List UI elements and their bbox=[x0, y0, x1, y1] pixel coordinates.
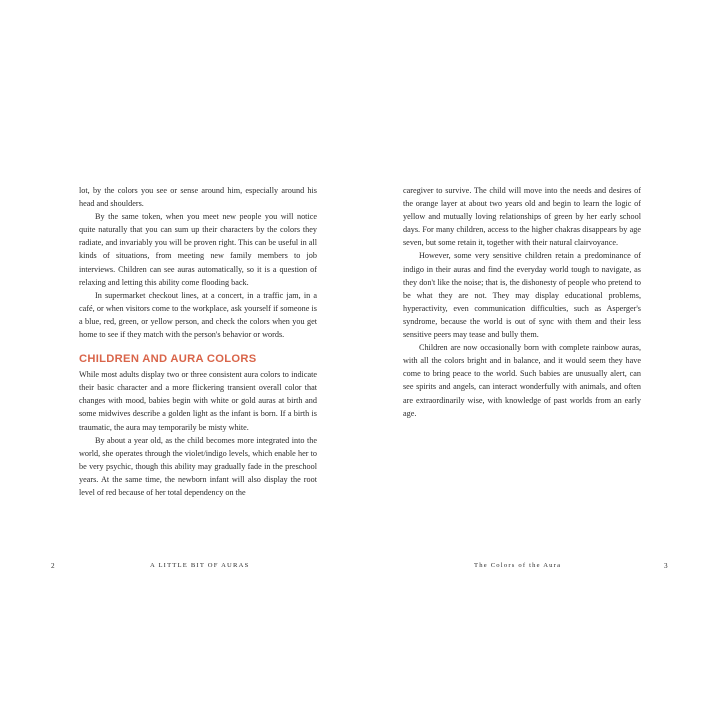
section-heading: CHILDREN AND AURA COLORS bbox=[79, 353, 257, 366]
paragraph: While most adults display two or three consistent aura colors to indicate their basic character and a more flickering transient overall color that changes with mood, babies begin with white or gold auras at birth and some midwives describe a golden light as the infant is born. If a birth is traumatic, the aura may temporarily be misty white. bbox=[79, 370, 317, 432]
page-number-right: 3 bbox=[664, 562, 668, 570]
paragraph: caregiver to survive. The child will move into the needs and desires of the orange layer at about two years old and begin to learn the logic of yellow and mutually loving relationships of green by her early school days. For many children, access to the higher chakras disappears by age seven, but some retain it, together with their natural clairvoyance. bbox=[403, 186, 641, 248]
right-page bbox=[403, 184, 641, 420]
left-page bbox=[79, 184, 317, 499]
paragraph: Children are now occasionally born with complete rainbow auras, with all the colors bright and in balance, and it would seem they have come to bring peace to the world. Such babies are unusually alert, can see spirits and angels, can interact wonderfully with animals, and often are extraordinarily wise, with knowledge of past worlds from an early age. bbox=[403, 343, 641, 418]
paragraph: In supermarket checkout lines, at a concert, in a traffic jam, in a café, or when visitors come to the workplace, ask yourself if someone is a blue, red, green, or yellow person, and check the colors when you get home to see if they match with the person's behavior or words. bbox=[79, 290, 317, 340]
running-head-right: The Colors of the Aura bbox=[474, 562, 562, 569]
running-head-left: A LITTLE BIT OF AURAS bbox=[150, 562, 250, 569]
paragraph: By the same token, when you meet new people you will notice quite naturally that you can sum up their characters by the colors they radiate, and invariably you will be proven right. This can be useful in all kinds of situations, from meeting new family members to job interviews. Children can see auras automatically, so it is a question of relaxing and letting this ability come flooding back. bbox=[79, 212, 317, 287]
page-number-left: 2 bbox=[51, 562, 55, 570]
paragraph: By about a year old, as the child becomes more integrated into the world, she operates through the violet/indigo levels, which enable her to be very psychic, though this ability may gradually fade in the preschool years. At the same time, the newborn infant will also display the root level of red because of her total dependency on the bbox=[79, 435, 317, 497]
paragraph: lot, by the colors you see or sense around him, especially around his head and shoulders. bbox=[79, 186, 317, 209]
paragraph: However, some very sensitive children retain a predominance of indigo in their auras and find the everyday world tough to navigate, as they don't like the noise; that is, the dishonesty of people who pretend to be what they are not. They may display educational problems, hyperactivity, even communication difficulties, such as Asperger's syndrome, because the world is out of sync with them and their less sensitive peers may tease and bully them. bbox=[403, 251, 641, 340]
